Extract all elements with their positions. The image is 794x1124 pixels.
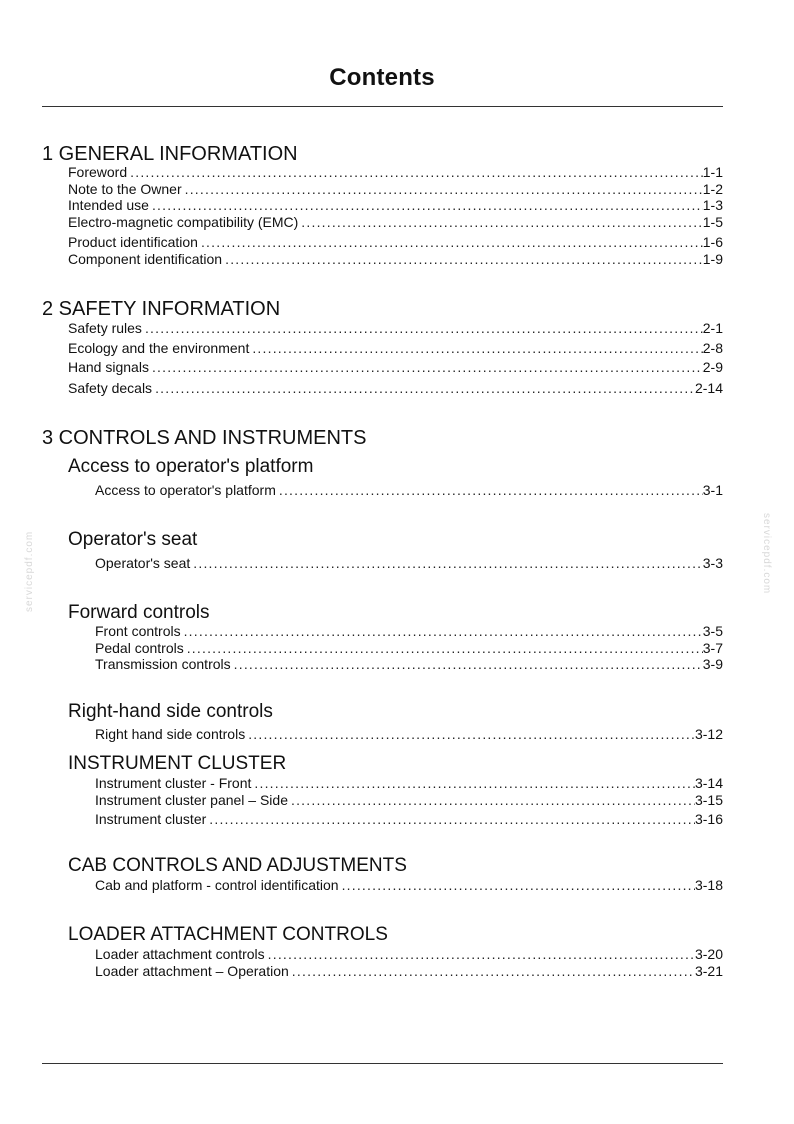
- toc-entry-label: Cab and platform - control identification: [95, 877, 339, 893]
- dot-leader: [245, 726, 695, 743]
- toc-entry-page: 3-18: [694, 877, 723, 893]
- dot-leader: [206, 811, 695, 828]
- toc-entry-page: 1-1: [702, 164, 723, 180]
- section-heading-safety-information: 2 SAFETY INFORMATION: [42, 298, 281, 320]
- toc-entry-label: Note to the Owner: [68, 181, 182, 197]
- section-heading-general-information: 1 GENERAL INFORMATION: [42, 143, 298, 165]
- toc-entry-page: 3-12: [694, 726, 723, 742]
- toc-entry-label: Ecology and the environment: [68, 340, 250, 356]
- toc-entry-page: 2-9: [702, 359, 723, 375]
- toc-entry-page: 2-1: [702, 320, 723, 336]
- toc-entry-label: Right hand side controls: [95, 726, 246, 742]
- toc-entry[interactable]: [95, 792, 723, 809]
- watermark-right: servicepdf.com: [761, 513, 772, 595]
- toc-entry-page: 1-9: [702, 251, 723, 267]
- toc-entry-label: Loader attachment – Operation: [95, 963, 289, 979]
- subsection-heading: CAB CONTROLS AND ADJUSTMENTS: [68, 855, 407, 876]
- dot-leader: [149, 359, 703, 376]
- toc-entry-page: 3-21: [694, 963, 723, 979]
- toc-entry-label: Front controls: [95, 623, 181, 639]
- toc-entry[interactable]: [68, 197, 723, 214]
- toc-entry-page: 3-3: [702, 555, 723, 571]
- dot-leader: [149, 197, 703, 214]
- toc-entry-label: Intended use: [68, 197, 149, 213]
- dot-leader: [181, 623, 703, 640]
- dot-leader: [142, 320, 703, 337]
- toc-entry-label: Operator's seat: [95, 555, 191, 571]
- toc-entry-label: Access to operator's platform: [95, 482, 276, 498]
- toc-entry-label: Foreword: [68, 164, 128, 180]
- toc-entry-label: Component identification: [68, 251, 223, 267]
- toc-entry[interactable]: [68, 181, 723, 198]
- toc-entry[interactable]: [95, 946, 723, 963]
- toc-entry-page: 3-5: [702, 623, 723, 639]
- toc-entry-label: Instrument cluster panel – Side: [95, 792, 288, 808]
- dot-leader: [288, 792, 695, 809]
- toc-entry-page: 3-15: [694, 792, 723, 808]
- dot-leader: [222, 251, 703, 268]
- subsection-heading: INSTRUMENT CLUSTER: [68, 753, 287, 774]
- top-divider: [42, 106, 723, 107]
- page-title: Contents: [329, 64, 435, 91]
- dot-leader: [190, 555, 702, 572]
- toc-entry-label: Transmission controls: [95, 656, 231, 672]
- toc-entry-page: 3-20: [694, 946, 723, 962]
- toc-entry[interactable]: [95, 963, 723, 980]
- toc-entry-page: 3-14: [694, 775, 723, 791]
- dot-leader: [152, 380, 695, 397]
- bottom-divider: [42, 1063, 723, 1064]
- toc-entry-page: 3-16: [694, 811, 723, 827]
- toc-entry-label: Hand signals: [68, 359, 149, 375]
- toc-entry-page: 2-14: [694, 380, 723, 396]
- toc-entry[interactable]: [95, 640, 723, 657]
- toc-entry[interactable]: [68, 359, 723, 376]
- toc-entry-label: Safety decals: [68, 380, 153, 396]
- toc-entry-label: Safety rules: [68, 320, 142, 336]
- toc-entry[interactable]: [68, 214, 723, 231]
- toc-entry[interactable]: [68, 340, 723, 357]
- subsection-heading: Forward controls: [68, 602, 210, 623]
- dot-leader: [231, 656, 703, 673]
- dot-leader: [127, 164, 703, 181]
- toc-entry-label: Instrument cluster: [95, 811, 207, 827]
- dot-leader: [265, 946, 695, 963]
- toc-entry-page: 3-9: [702, 656, 723, 672]
- section-heading-controls-and-instruments: 3 CONTROLS AND INSTRUMENTS: [42, 427, 367, 449]
- toc-entry[interactable]: [68, 320, 723, 337]
- toc-entry[interactable]: [68, 164, 723, 181]
- toc-entry[interactable]: [95, 623, 723, 640]
- dot-leader: [198, 234, 703, 251]
- toc-entry[interactable]: [68, 380, 723, 397]
- toc-entry-page: 2-8: [702, 340, 723, 356]
- toc-entry-page: 1-2: [702, 181, 723, 197]
- dot-leader: [298, 214, 702, 231]
- watermark-left: servicepdf.com: [24, 530, 35, 612]
- dot-leader: [289, 963, 695, 980]
- toc-entry-label: Loader attachment controls: [95, 946, 265, 962]
- toc-entry[interactable]: [95, 775, 723, 792]
- dot-leader: [251, 775, 695, 792]
- toc-entry-page: 3-7: [702, 640, 723, 656]
- dot-leader: [339, 877, 695, 894]
- toc-entry-page: 1-3: [702, 197, 723, 213]
- toc-entry[interactable]: [95, 877, 723, 894]
- toc-entry[interactable]: [95, 482, 723, 499]
- dot-leader: [249, 340, 702, 357]
- toc-entry[interactable]: [95, 555, 723, 572]
- subsection-heading: Right-hand side controls: [68, 701, 273, 722]
- subsection-heading: LOADER ATTACHMENT CONTROLS: [68, 924, 388, 945]
- dot-leader: [182, 181, 703, 198]
- toc-entry-page: 3-1: [702, 482, 723, 498]
- toc-entry-label: Electro-magnetic compatibility (EMC): [68, 214, 299, 230]
- toc-entry[interactable]: [95, 726, 723, 743]
- toc-entry-label: Instrument cluster - Front: [95, 775, 252, 791]
- toc-entry[interactable]: [68, 251, 723, 268]
- subsection-heading: Access to operator's platform: [68, 456, 314, 477]
- toc-entry[interactable]: [68, 234, 723, 251]
- subsection-heading: Operator's seat: [68, 529, 198, 550]
- toc-entry-page: 1-5: [702, 214, 723, 230]
- dot-leader: [276, 482, 703, 499]
- toc-entry-label: Pedal controls: [95, 640, 184, 656]
- toc-entry-label: Product identification: [68, 234, 198, 250]
- toc-entry[interactable]: [95, 811, 723, 828]
- dot-leader: [184, 640, 703, 657]
- toc-entry-page: 1-6: [702, 234, 723, 250]
- toc-entry[interactable]: [95, 656, 723, 673]
